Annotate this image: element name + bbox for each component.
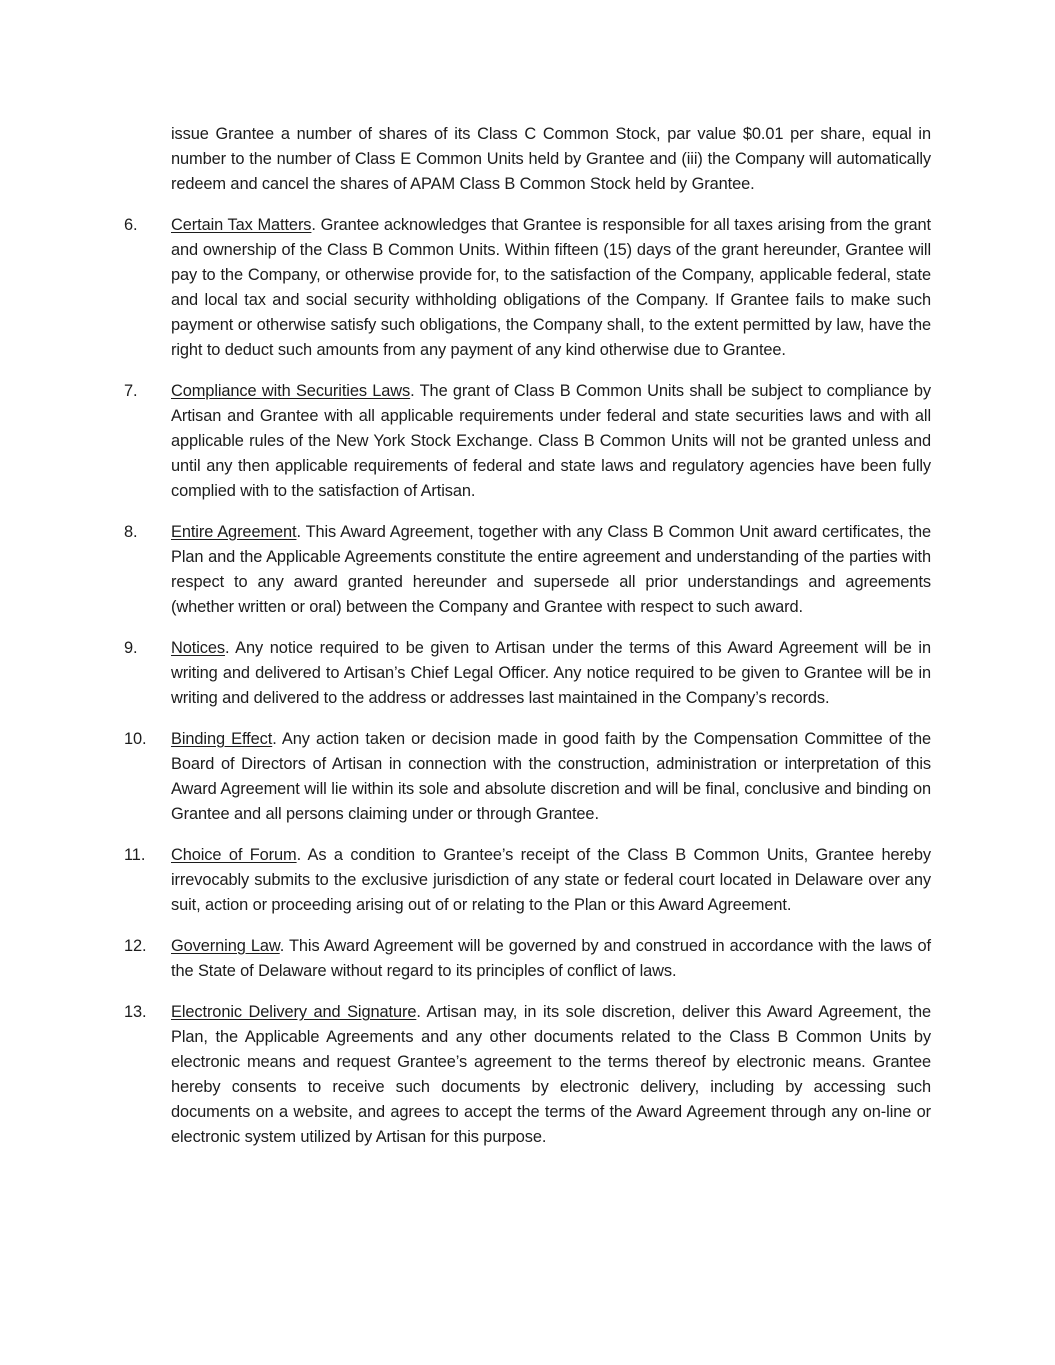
section-heading: Notices — [171, 639, 225, 657]
section-number: 10. — [124, 730, 147, 748]
section-body: . This Award Agreement, together with any Class B Common Unit award certificates, the Plan and the Applicable Agreements constitute the entire agreement and understanding of the parties with respect to any award granted hereunder and supersede all prior understandings and agreements (whether written or oral) between the Company and Grantee with respect to such award. — [171, 523, 931, 616]
section-heading: Governing Law — [171, 937, 280, 955]
section-number: 12. — [124, 937, 147, 955]
section-heading: Binding Effect — [171, 730, 273, 748]
section-number: 6. — [124, 216, 138, 234]
section-body: . Any notice required to be given to Artisan under the terms of this Award Agreement will be in writing and delivered to Artisan’s Chief Legal Officer. Any notice required to be given to Grantee will be in writing and delivered to the address or addresses last maintained in the Company’s records. — [171, 639, 931, 707]
continuation-paragraph: issue Grantee a number of shares of its Class C Common Stock, par value $0.01 per share, equal in number to the number of Class E Common Units held by Grantee and (iii) the Company will automatically redeem and cancel the shares of APAM Class B Common Stock held by Grantee. — [171, 125, 931, 193]
section-number: 7. — [124, 382, 138, 400]
section-heading: Electronic Delivery and Signature — [171, 1003, 417, 1021]
section-11 — [124, 843, 931, 918]
section-6 — [124, 213, 931, 363]
section-body: . As a condition to Grantee’s receipt of the Class B Common Units, Grantee hereby irrevocably submits to the exclusive jurisdiction of any state or federal court located in Delaware over any suit, action or proceeding arising out of or relating to the Plan or this Award Agreement. — [171, 846, 932, 914]
section-12 — [124, 934, 931, 984]
section-number: 8. — [124, 523, 138, 541]
section-number: 13. — [124, 1003, 147, 1021]
section-13 — [124, 1000, 931, 1150]
section-9 — [124, 636, 931, 711]
document-body — [124, 122, 931, 1166]
section-heading: Entire Agreement — [171, 523, 297, 541]
section-heading: Choice of Forum — [171, 846, 297, 864]
section-body: . Artisan may, in its sole discretion, deliver this Award Agreement, the Plan, the Applicable Agreements and any other documents related to the Class B Common Units by electronic means and request Grantee’s agreement to the terms thereof by electronic means. Grantee hereby consents to receive such documents by electronic delivery, including by accessing such documents on a website, and agrees to accept the terms of the Award Agreement through any on-line or electronic system utilized by Artisan for this purpose. — [171, 1003, 931, 1146]
section-heading: Certain Tax Matters — [171, 216, 312, 234]
section-body: . Grantee acknowledges that Grantee is responsible for all taxes arising from the grant and ownership of the Class B Common Units. Within fifteen (15) days of the grant hereunder, Grantee will pay to the Company, or otherwise provide for, to the satisfaction of the Company, applicable federal, state and local tax and social security withholding obligations of the Company. If Grantee fails to make such payment or otherwise satisfy such obligations, the Company shall, to the extent permitted by law, have the right to deduct such amounts from any payment of any kind otherwise due to Grantee. — [171, 216, 932, 359]
section-body: . Any action taken or decision made in good faith by the Compensation Committee of the Board of Directors of Artisan in connection with the construction, administration or interpretation of this Award Agreement will lie within its sole and absolute discretion and will be final, conclusive and binding on Grantee and all persons claiming under or through Grantee. — [171, 730, 932, 823]
section-7 — [124, 379, 931, 504]
section-8 — [124, 520, 931, 620]
section-number: 9. — [124, 639, 138, 657]
section-body: . This Award Agreement will be governed by and construed in accordance with the laws of the State of Delaware without regard to its principles of conflict of laws. — [171, 937, 931, 980]
section-heading: Compliance with Securities Laws — [171, 382, 411, 400]
section-number: 11. — [124, 846, 146, 864]
section-10 — [124, 727, 931, 827]
section-body: . The grant of Class B Common Units shall be subject to compliance by Artisan and Grantee with all applicable requirements under federal and state securities laws and with all applicable rules of the New York Stock Exchange. Class B Common Units will not be granted unless and until any then applicable requirements of federal and state laws and regulatory agencies have been fully complied with to the satisfaction of Artisan. — [171, 382, 931, 500]
